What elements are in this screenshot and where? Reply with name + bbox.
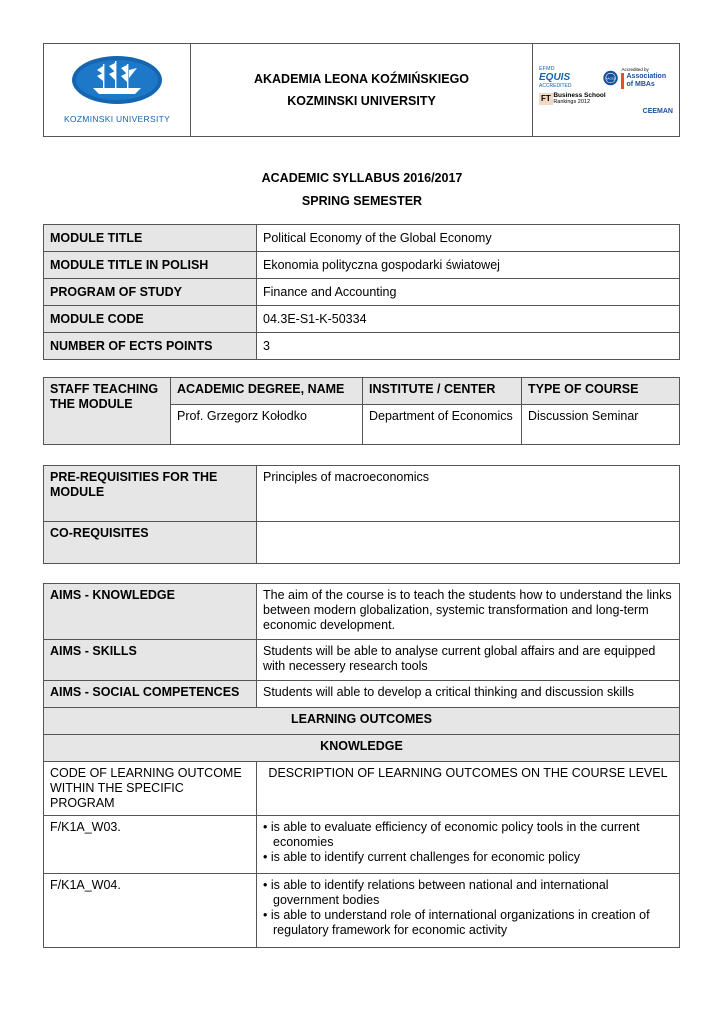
list-item: • is able to evaluate efficiency of economic policy tools in the current economies (273, 820, 673, 850)
university-name-cell (191, 44, 533, 137)
staff-table (43, 377, 680, 445)
logo-cell (44, 44, 191, 137)
prerequisites-label: PRE-REQUISITIES FOR THE MODULE (44, 466, 257, 522)
corequisites-value (257, 522, 680, 564)
list-item: • is able to identify relations between national and international government bodies (273, 878, 673, 908)
outcome-description-header: DESCRIPTION OF LEARNING OUTCOMES ON THE COURSE LEVEL (257, 762, 680, 816)
staff-name: Prof. Grzegorz Kołodko (171, 405, 363, 445)
table-row (44, 816, 680, 874)
module-label: MODULE CODE (44, 306, 257, 333)
module-value: Finance and Accounting (257, 279, 680, 306)
table-row (44, 466, 680, 522)
module-label: PROGRAM OF STUDY (44, 279, 257, 306)
module-value: Ekonomia polityczna gospodarki światowej (257, 252, 680, 279)
staff-course-type: Discussion Seminar (522, 405, 680, 445)
list-item: • is able to identify current challenges for economic policy (273, 850, 673, 865)
staff-header: INSTITUTE / CENTER (363, 378, 522, 405)
table-row (44, 640, 680, 681)
staff-institute: Department of Economics (363, 405, 522, 445)
semester-title: SPRING SEMESTER (301, 194, 423, 208)
aims-skills-value: Students will be able to analyse current global affairs and are equipped with necessery research tools (257, 640, 680, 681)
table-row (44, 584, 680, 640)
table-row (44, 522, 680, 564)
outcome-description (257, 816, 680, 874)
accreditations-cell (533, 44, 680, 137)
module-value: 3 (257, 333, 680, 360)
prerequisites-value: Principles of macroeconomics (257, 466, 680, 522)
table-row (44, 306, 680, 333)
ft-ranking: Business School Rankings 2012 (553, 91, 606, 105)
staff-header: TYPE OF COURSE (522, 378, 680, 405)
corequisites-label: CO-REQUISITES (44, 522, 257, 564)
ft-badge: FT (541, 93, 551, 103)
syllabus-title: ACADEMIC SYLLABUS 2016/2017 (261, 171, 463, 185)
university-logo-icon (71, 54, 163, 106)
table-row (44, 708, 680, 735)
logo-text: KOZMINSKI UNIVERSITY (63, 113, 171, 124)
outcome-code-header: CODE OF LEARNING OUTCOME WITHIN THE SPECIFIC PROGRAM (44, 762, 257, 816)
aims-knowledge-value: The aim of the course is to teach the students how to understand the links between modern globalization, systemic transformation and long-term economic development. (257, 584, 680, 640)
aims-social-label: AIMS - SOCIAL COMPETENCES (44, 681, 257, 708)
table-row (44, 762, 680, 816)
aims-table (43, 583, 680, 948)
university-name-pl: AKADEMIA LEONA KOŹMIŃSKIEGO (253, 72, 470, 86)
table-row (44, 735, 680, 762)
svg-text:AACSB: AACSB (605, 75, 617, 80)
list-item: • is able to understand role of international organizations in creation of regulatory framework for economic activity (273, 908, 673, 938)
table-row (44, 333, 680, 360)
amba-badge: Accredited by Association of MBAs (621, 66, 673, 89)
table-row (44, 252, 680, 279)
equis-badge: EFMD EQUIS ACCREDITED (539, 65, 572, 89)
table-row (44, 378, 680, 405)
knowledge-heading: KNOWLEDGE (44, 735, 680, 762)
module-label: NUMBER OF ECTS POINTS (44, 333, 257, 360)
table-row (44, 279, 680, 306)
table-row (44, 225, 680, 252)
module-label: MODULE TITLE (44, 225, 257, 252)
module-label: MODULE TITLE IN POLISH (44, 252, 257, 279)
aims-skills-label: AIMS - SKILLS (44, 640, 257, 681)
outcome-description (257, 874, 680, 948)
table-row (44, 874, 680, 948)
outcome-code: F/K1A_W04. (44, 874, 257, 948)
module-value: Political Economy of the Global Economy (257, 225, 680, 252)
module-info-table (43, 224, 680, 360)
requisites-table (43, 465, 680, 564)
outcome-code: F/K1A_W03. (44, 816, 257, 874)
university-name-en: KOZMINSKI UNIVERSITY (287, 94, 436, 108)
aims-social-value: Students will able to develop a critical thinking and discussion skills (257, 681, 680, 708)
aims-knowledge-label: AIMS - KNOWLEDGE (44, 584, 257, 640)
header-table (43, 43, 680, 137)
learning-outcomes-heading: LEARNING OUTCOMES (44, 708, 680, 735)
module-value: 04.3E-S1-K-50334 (257, 306, 680, 333)
aacsb-seal-icon (603, 67, 618, 89)
staff-label: STAFF TEACHING THE MODULE (44, 378, 171, 445)
staff-header: ACADEMIC DEGREE, NAME (171, 378, 363, 405)
ceeman-badge: CEEMAN (642, 107, 673, 115)
table-row (44, 681, 680, 708)
